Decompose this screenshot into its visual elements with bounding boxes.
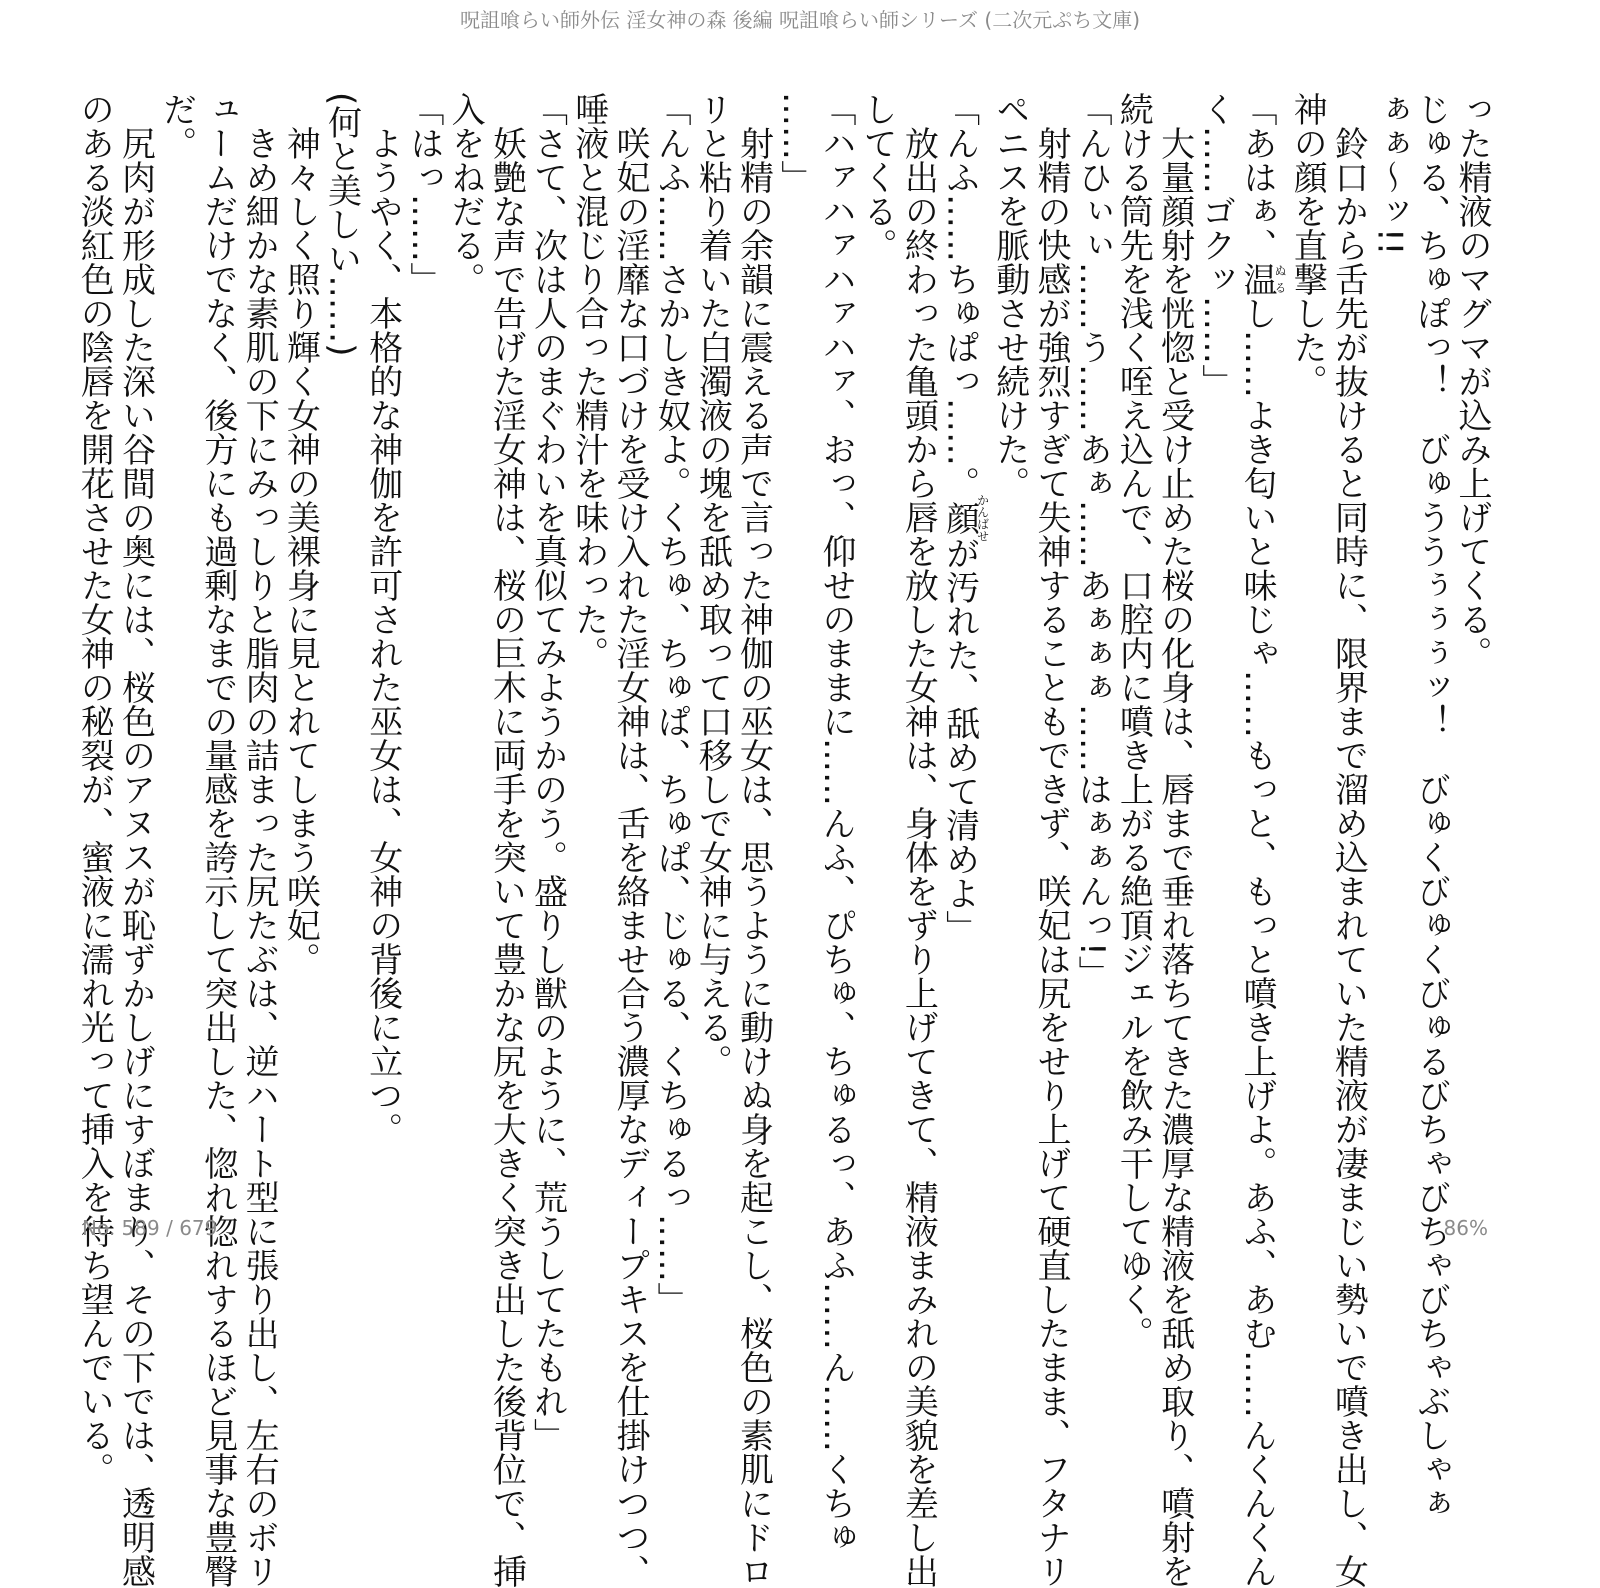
text-column: 尻肉が形成した深い谷間の奥には、桜色のアヌスが恥ずかしげにすぼまり、その下では、透明感 xyxy=(115,92,156,1588)
text-column xyxy=(938,92,988,1172)
text-column: 神の顔を直撃した。 xyxy=(1287,92,1328,398)
text-column: 大量顔射を恍惚と受け止めた桜の化身は、唇まで垂れ落ちてきた濃厚な精液を舐め取り、噴射を xyxy=(1154,92,1195,1588)
text-column: 「はっ……」 xyxy=(403,92,444,296)
text-column: リと粘り着いた白濁液の塊を舐め取って口移しで女神に与える。 xyxy=(692,92,733,1078)
text-column: 唾液と混じり合った精汁を味わった。 xyxy=(568,92,609,670)
text-column: ようやく、本格的な神伽を許可された巫女は、女神の背後に立つ。 xyxy=(362,92,403,1146)
ruby-word xyxy=(1236,262,1287,296)
text-column: きめ細かな素肌の下にみっしりと脂肉の詰まった尻たぶは、逆ハート型に張り出し、左右のボリ xyxy=(239,92,280,1588)
text-column: 咲妃の淫靡な口づけを受け入れた淫女神は、舌を絡ませ合う濃厚なディープキスを仕掛けつつ、 xyxy=(609,92,650,1588)
text-column: だ。 xyxy=(156,92,197,160)
text-column: 「ハァハァハァハァ、おっ、仰せのままに……んふ、ぴちゅ、ちゅるっ、あふ……ん……くちゅ xyxy=(815,92,856,1554)
text-column: 「さて、次は人のまぐわいを真似てみようかのう。盛りし獣のように、荒うしてたもれ」 xyxy=(527,92,568,1452)
ruby-reading: かんばせ xyxy=(975,494,990,542)
text-segment: し……よき匂いと味じゃ……もっと、もっと噴き上げよ。あふ、あむ……んくんくん xyxy=(1236,296,1277,1588)
text-column: ぁぁ～ッ!! xyxy=(1369,92,1410,256)
text-column: 「んひぃぃ……う……あぁ……あぁぁぁ……はぁぁんっ!」 xyxy=(1072,92,1113,990)
location-indicator: No. 589 / 679 xyxy=(82,1216,218,1240)
text-column: 続ける筒先を浅く咥え込んで、口腔内に噴き上がる絶頂ジェルを飲み干してゆく。 xyxy=(1113,92,1154,1350)
ruby-base: 顔 xyxy=(939,494,980,542)
book-title: 呪詛喰らい師外伝 淫女神の森 後編 呪詛喰らい師シリーズ (二次元ぷち文庫) xyxy=(459,8,1141,32)
text-column: った精液のマグマが込み上げてくる。 xyxy=(1452,92,1492,670)
progress-percent: 86% xyxy=(1443,1216,1488,1240)
text-column: 射精の余韻に震える声で言った神伽の巫女は、思うように動けぬ身を起こし、桜色の素肌にドロ xyxy=(733,92,774,1588)
text-segment: 「あはぁ、 xyxy=(1236,92,1277,262)
text-segment: 「んふ……ちゅぱっ……。 xyxy=(939,92,980,500)
text-column: 射精の快感が強烈すぎて失神することもできず、咲妃は尻をせり上げて硬直したまま、フタナリ xyxy=(1030,92,1071,1588)
text-segment: が汚れた、舐めて清めよ」 xyxy=(939,536,980,944)
text-column: 妖艶な声で告げた淫女神は、桜の巨木に両手を突いて豊かな尻を大きく突き出した後背位で、挿 xyxy=(486,92,527,1588)
text-column: (何と美しい……) xyxy=(321,92,362,357)
text-column: 神々しく照り輝く女神の美裸身に見とれてしまう咲妃。 xyxy=(280,92,321,976)
text-column xyxy=(1236,92,1287,1588)
text-column: してくる。 xyxy=(857,92,898,262)
text-column: 「んふ……さかしき奴よ。くちゅ、ちゅぱ、ちゅぱ、じゅる、くちゅるっ……」 xyxy=(651,92,692,1316)
text-column: じゅる、ちゅぽっ！ びゅううぅぅぅッ！ びゅくびゅくびゅるびちゃびちゃびちゃぶしゃぁ xyxy=(1410,92,1451,1520)
text-column: ……」 xyxy=(774,92,815,194)
text-column: 入をねだる。 xyxy=(445,92,486,296)
text-column: ュームだけでなく、後方にも過剰なまでの量感を誇示して突出した、惚れ惚れするほど見事な豊臀 xyxy=(197,92,238,1588)
ruby-reading: ぬる xyxy=(1272,262,1287,296)
text-column: 鈴口から舌先が抜けると同時に、限界まで溜め込まれていた精液が凄まじい勢いで噴き出し、女 xyxy=(1328,92,1369,1588)
ruby-word xyxy=(939,494,990,542)
text-column: 放出の終わった亀頭から唇を放した女神は、身体をずり上げてきて、精液まみれの美貌を差し出 xyxy=(898,92,939,1588)
text-column: く……ゴクッ……」 xyxy=(1195,92,1236,398)
ruby-base: 温 xyxy=(1236,262,1277,296)
text-column: のある淡紅色の陰唇を開花させた女神の秘裂が、蜜液に濡れ光って挿入を待ち望んでいる。 xyxy=(74,92,115,1486)
text-column: ペニスを脈動させ続けた。 xyxy=(989,92,1030,500)
